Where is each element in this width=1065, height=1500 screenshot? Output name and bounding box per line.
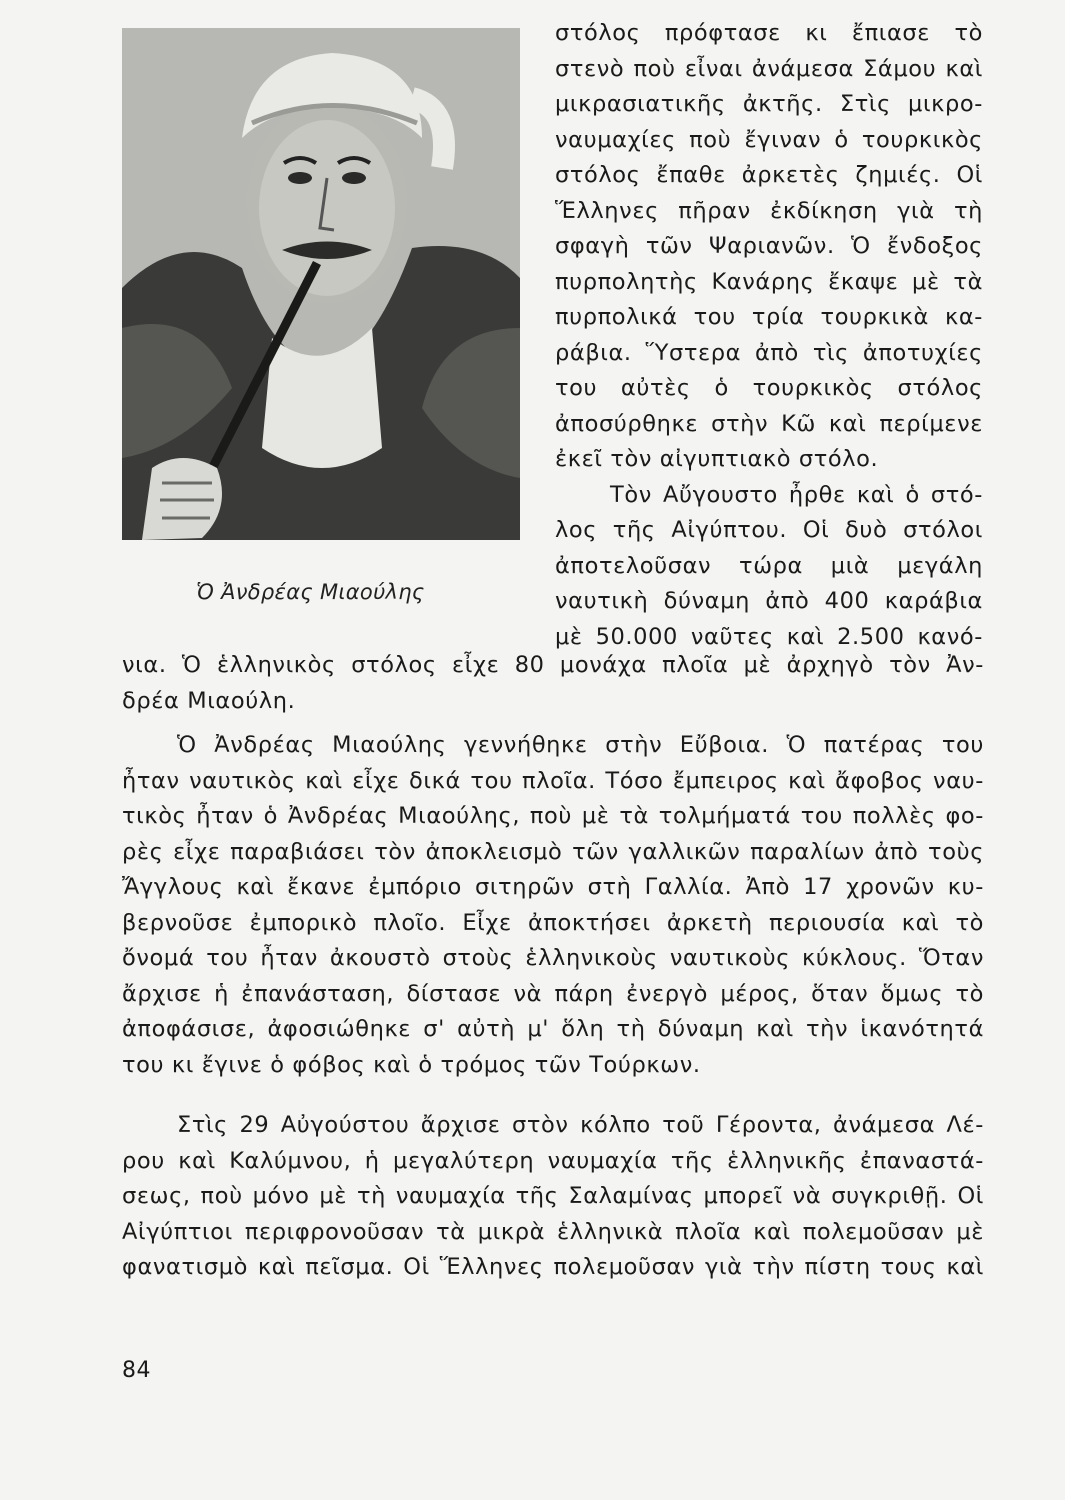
column-paragraph (555, 16, 983, 655)
text-line: ἦταν ναυτικὸς καὶ εἶχε δικά του πλοῖα. Τόσο ἔμπειρος καὶ ἄφοβος ναυ- (122, 767, 984, 794)
text-line: πυρπολικά του τρία τουρκικὰ κα- (555, 304, 983, 330)
text-line: Αἰγύπτιοι περιφρονοῦσαν τὰ μικρὰ ἑλληνικὰ πλοῖα καὶ πολεμοῦσαν μὲ (122, 1218, 984, 1245)
text-line: μὲ 50.000 ναῦτες καὶ 2.500 κανό- (555, 623, 983, 650)
text-line: στόλος ἔπαθε ἀρκετὲς ζημιές. Οἱ (555, 162, 983, 188)
text-line: ἀποτελοῦσαν τώρα μιὰ μεγάλη (555, 552, 983, 579)
paragraph-continuation (122, 648, 984, 719)
text-line: σφαγὴ τῶν Ψαριανῶν. Ὁ ἔνδοξος (555, 233, 983, 259)
text-line: νια. Ὁ ἑλληνικὸς στόλος εἶχε 80 μονάχα πλοῖα μὲ ἀρχηγὸ τὸν Ἀν- (122, 652, 984, 678)
paragraph-battle (122, 1108, 984, 1286)
portrait-image (122, 28, 520, 540)
text-line: Τὸν Αὔγουστο ἦρθε καὶ ὁ στό- (610, 481, 983, 508)
text-line: στενὸ ποὺ εἶναι ἀνάμεσα Σάμου καὶ (555, 55, 983, 82)
text-line: στόλος πρόφτασε κι ἔπιασε τὸ (555, 20, 983, 46)
text-line: Ἄγγλους καὶ ἔκανε ἐμπόριο σιτηρῶν στὴ Γαλλία. Ἀπὸ 17 χρονῶν κυ- (122, 874, 984, 900)
text-line: του κι ἔγινε ὁ φόβος καὶ ὁ τρόμος τῶν Τούρκων. (122, 1051, 701, 1078)
text-line: ναυμαχίες ποὺ ἔγιναν ὁ τουρκικὸς (555, 126, 983, 153)
text-line: λος τῆς Αἰγύπτου. Οἱ δυὸ στόλοι (555, 517, 983, 543)
text-line: ἐκεῖ τὸν αἰγυπτιακὸ στόλο. (555, 446, 879, 472)
text-line: ράβια. Ὕστερα ἀπὸ τὶς ἀποτυχίες (555, 339, 983, 366)
text-line: ἀποφάσισε, ἀφοσιώθηκε σ' αὐτὴ μ' ὅλη τὴ δύναμη καὶ τὴν ἱκανότητά (122, 1016, 984, 1042)
text-line: πυρπολητὴς Κανάρης ἔκαψε μὲ τὰ (555, 268, 983, 295)
text-line: τικὸς ἦταν ὁ Ἀνδρέας Μιαούλης, ποὺ μὲ τὰ τολμήματά του πολλὲς φο- (122, 803, 984, 829)
text-line: φανατισμὸ καὶ πεῖσμα. Οἱ Ἕλληνες πολεμοῦσαν γιὰ τὴν πίστη τους καὶ (122, 1254, 984, 1280)
text-line: Στὶς 29 Αὐγούστου ἄρχισε στὸν κόλπο τοῦ Γέροντα, ἀνάμεσα Λέ- (177, 1112, 984, 1138)
text-line: ναυτικὴ δύναμη ἀπὸ 400 καράβια (555, 588, 983, 614)
text-line: Ἕλληνες πῆραν ἐκδίκηση γιὰ τὴ (555, 197, 983, 224)
text-line: σεως, ποὺ μόνο μὲ τὴ ναυμαχία τῆς Σαλαμίνας μπορεῖ νὰ συγκριθῇ. Οἱ (122, 1183, 984, 1209)
text-line: ὄνομά του ἦταν ἀκουστὸ στοὺς ἑλληνικοὺς ναυτικοὺς κύκλους. Ὅταν (122, 945, 984, 971)
text-line: ρου καὶ Καλύμνου, ἡ μεγαλύτερη ναυμαχία τῆς ἑλληνικῆς ἐπαναστά- (122, 1147, 984, 1174)
text-line: δρέα Μιαούλη. (122, 687, 296, 714)
text-line: ἀποσύρθηκε στὴν Κῶ καὶ περίμενε (555, 410, 983, 437)
text-line: μικρασιατικῆς ἀκτῆς. Στὶς μικρο- (555, 91, 983, 117)
text-line: Ὁ Ἀνδρέας Μιαούλης γεννήθηκε στὴν Εὔβοια. Ὁ πατέρας του (177, 732, 984, 758)
text-line: του αὐτὲς ὁ τουρκικὸς στόλος (555, 375, 983, 401)
paragraph-miaoulis (122, 728, 984, 1083)
text-line: ἄρχισε ἡ ἐπανάσταση, δίστασε νὰ πάρη ἐνεργὸ μέρος, ὅταν ὅμως τὸ (122, 980, 984, 1007)
portrait-caption: Ὁ Ἀνδρέας Μιαούλης (196, 580, 425, 604)
page-number: 84 (122, 1358, 151, 1383)
text-line: βερνοῦσε ἐμπορικὸ πλοῖο. Εἶχε ἀποκτήσει ἀρκετὴ περιουσία καὶ τὸ (122, 909, 984, 936)
portrait-engraving-icon (122, 28, 520, 540)
text-line: ρὲς εἶχε παραβιάσει τὸν ἀποκλεισμὸ τῶν γαλλικῶν παραλίων ἀπὸ τοὺς (122, 838, 984, 865)
